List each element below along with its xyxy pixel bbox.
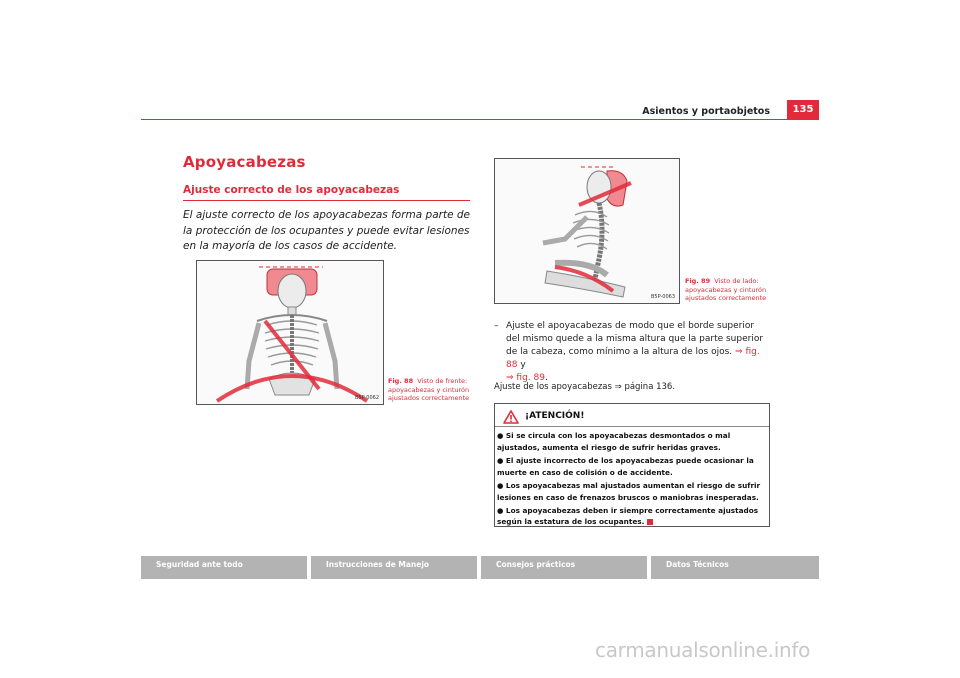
bullet-icon: ● (497, 431, 504, 440)
step-dash: – (494, 321, 499, 331)
skull (278, 274, 306, 308)
footer-tab-label: Datos Técnicos (666, 560, 729, 569)
fig88-link[interactable]: ⇒ fig. 88 (506, 347, 760, 370)
caption-label: Fig. 88 (388, 377, 414, 385)
warning-divider (495, 426, 769, 427)
warning-item-text: Si se circula con los apoyacabezas desmontados o mal ajustados, aumenta el riesgo de sufrir heridas graves. (497, 431, 731, 452)
footer-tab-instrucciones[interactable] (311, 556, 477, 579)
bullet-icon: ● (497, 505, 504, 515)
caption-text: Visto de lado: apoyacabezas y cinturón ajustados correctamente (685, 277, 767, 302)
subsection-heading: Ajuste correcto de los apoyacabezas (183, 184, 400, 196)
page-number: 135 (787, 100, 819, 119)
end-of-section-icon (647, 519, 653, 525)
figure-code: B5P-0063 (650, 294, 675, 300)
footer-tab-label: Instrucciones de Manejo (326, 560, 430, 569)
warning-item (497, 480, 767, 503)
left-arm (247, 323, 259, 389)
warning-item (497, 455, 767, 478)
figure-89-side-view (494, 158, 680, 304)
intro-paragraph: El ajuste correcto de los apoyacabezas forma parte de la protección de los ocupantes y puede evitar lesiones en la mayoría de los casos de accidente. (183, 209, 470, 252)
warning-triangle-icon (503, 410, 519, 424)
step-end: . (544, 373, 548, 383)
watermark: carmanualsonline.info (595, 638, 811, 662)
running-header-title: Asientos y portaobjetos (642, 106, 770, 117)
skeleton-front-illustration (197, 261, 383, 404)
footer-tab-consejos[interactable] (481, 556, 647, 579)
warning-item (497, 505, 767, 528)
footer-tab-label: Seguridad ante todo (156, 560, 243, 569)
figure-88-caption (388, 377, 478, 403)
step-conjunction: y (520, 360, 526, 370)
footer-tab-datos[interactable] (651, 556, 819, 579)
fig89-link[interactable]: ⇒ fig. 89 (506, 373, 545, 383)
step-sentence: Ajuste el apoyacabezas de modo que el borde superior del mismo quede a la misma altura que la parte superior de la cabeza, como mínimo a la altura de los ojos. (506, 321, 764, 357)
warning-item-text: El ajuste incorrecto de los apoyacabezas puede ocasionar la muerte en caso de colisión o de accidente. (497, 455, 754, 477)
caption-label: Fig. 89 (685, 277, 711, 285)
cross-reference: Ajuste de los apoyacabezas ⇒ página 136. (494, 382, 676, 392)
figure-code: B5P-0062 (354, 395, 379, 401)
warning-box (494, 403, 770, 527)
warning-header (503, 409, 763, 425)
skeleton-side-illustration (495, 159, 679, 303)
arm (543, 217, 587, 243)
footer-tab-seguridad[interactable] (141, 556, 307, 579)
bullet-icon: ● (497, 480, 504, 490)
warning-title: ¡ATENCIÓN! (525, 411, 585, 421)
figure-88-front-view (196, 260, 384, 405)
subsection-divider (183, 200, 470, 201)
warning-item-text: Los apoyacabezas mal ajustados aumentan el riesgo de sufrir lesiones en caso de frenazos bruscos o maniobras inesperadas. (497, 480, 761, 502)
footer-tab-label: Consejos prácticos (496, 560, 576, 569)
warning-list (497, 430, 767, 530)
step-text (506, 320, 764, 385)
warning-item-text: Los apoyacabezas deben ir siempre correctamente ajustados según la estatura de los ocupantes. (497, 505, 759, 527)
warning-item (497, 430, 767, 453)
right-arm (325, 323, 337, 389)
neck (288, 307, 296, 315)
section-heading: Apoyacabezas (183, 153, 306, 171)
bullet-icon: ● (497, 455, 504, 465)
caption-text: Visto de frente: apoyacabezas y cinturón ajustados correctamente (388, 377, 470, 402)
header-divider (141, 119, 819, 120)
figure-89-caption (685, 277, 775, 303)
